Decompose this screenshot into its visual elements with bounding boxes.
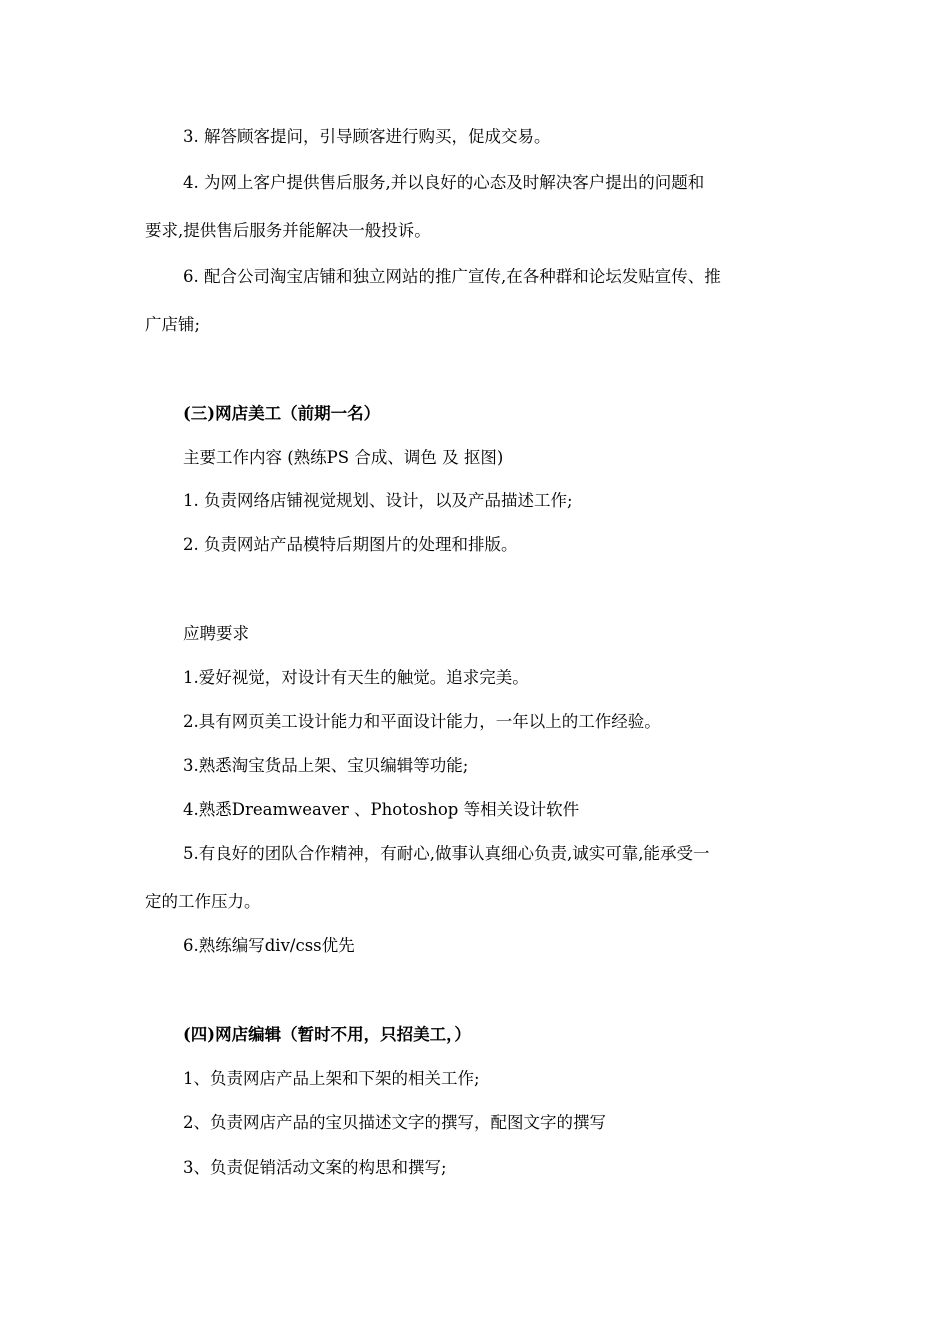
section2-item-4-line-2: 要求,提供售后服务并能解决一般投诉。 xyxy=(145,221,431,240)
section3-req-title: 应聘要求 xyxy=(183,624,249,643)
section4-heading: (四)网店编辑（暂时不用，只招美工，） xyxy=(183,1025,471,1044)
section3-work-title: 主要工作内容 (熟练PS 合成、调色 及 抠图) xyxy=(183,448,504,467)
section3-req-item-6: 6.熟练编写div/css优先 xyxy=(183,936,355,955)
section3-req-item-4: 4.熟悉Dreamweaver 、Photoshop 等相关设计软件 xyxy=(183,800,580,819)
section2-item-6-line-1: 6. 配合公司淘宝店铺和独立网站的推广宣传,在各种群和论坛发贴宣传、推 xyxy=(183,267,721,286)
section2-item-3: 3. 解答顾客提问，引导顾客进行购买，促成交易。 xyxy=(183,127,551,146)
section2-item-4-line-1: 4. 为网上客户提供售后服务,并以良好的心态及时解决客户提出的问题和 xyxy=(183,173,705,192)
section3-req-item-2: 2.具有网页美工设计能力和平面设计能力，一年以上的工作经验。 xyxy=(183,712,661,731)
section3-req-item-5-line-2: 定的工作压力。 xyxy=(145,892,261,911)
section4-item-1: 1、负责网店产品上架和下架的相关工作; xyxy=(183,1069,480,1088)
section4-item-3: 3、负责促销活动文案的构思和撰写; xyxy=(183,1158,447,1177)
section3-heading: (三)网店美工（前期一名） xyxy=(183,404,381,423)
section3-work-item-1: 1. 负责网络店铺视觉规划、设计，以及产品描述工作; xyxy=(183,491,573,510)
section3-req-item-3: 3.熟悉淘宝货品上架、宝贝编辑等功能; xyxy=(183,756,469,775)
section3-req-item-1: 1.爱好视觉，对设计有天生的触觉。追求完美。 xyxy=(183,668,529,687)
section2-item-6-line-2: 广店铺; xyxy=(145,315,201,334)
section3-work-item-2: 2. 负责网站产品模特后期图片的处理和排版。 xyxy=(183,535,518,554)
section3-req-item-5-line-1: 5.有良好的团队合作精神，有耐心,做事认真细心负责,诚实可靠,能承受一 xyxy=(183,844,710,863)
section4-item-2: 2、负责网店产品的宝贝描述文字的撰写，配图文字的撰写 xyxy=(183,1113,606,1132)
